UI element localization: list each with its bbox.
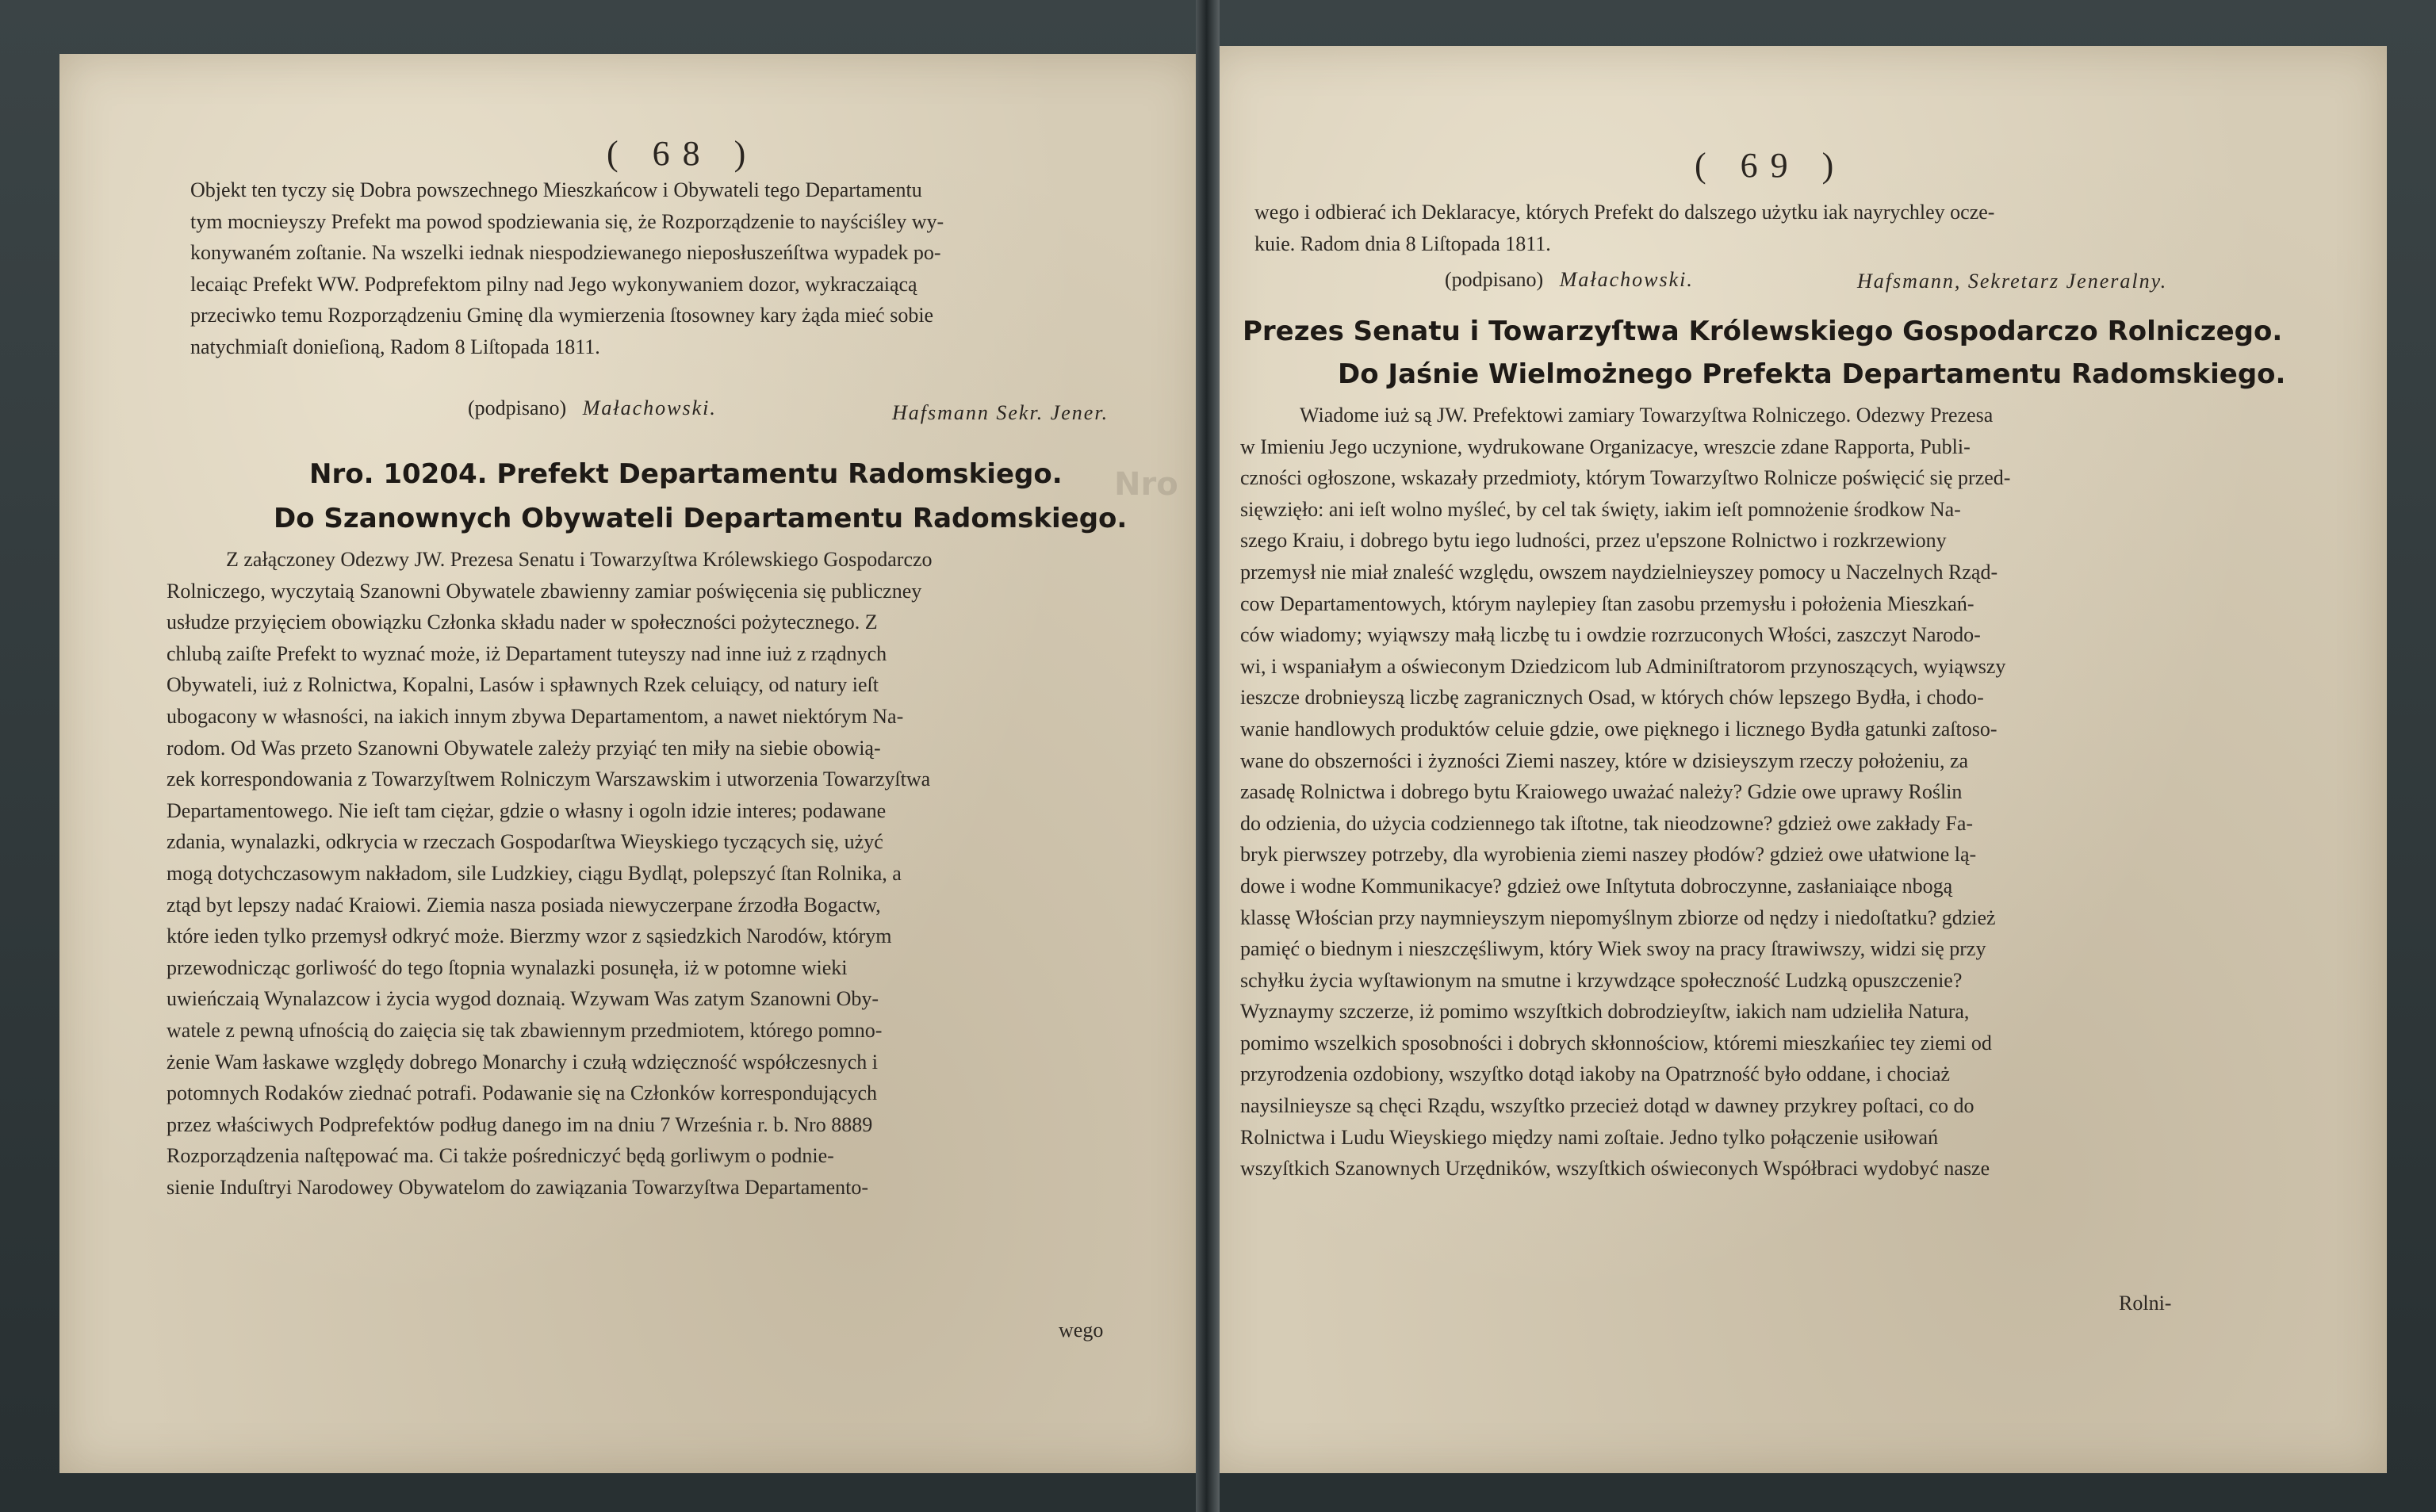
text-line: Wyznaymy szczerze, iż pomimo wszyſtkich dobrodzieyſtw, iakich nam udzieliła Natura, [1240, 1000, 1970, 1024]
text-line: zek korrespondowania z Towarzyſtwem Rolniczym Warszawskim i utworzenia Towarzyſtwa [167, 767, 931, 791]
text-line: przyrodzenia ozdobiony, wszyſtko dotąd iakoby na Opatrzność było oddane, i chociaż [1240, 1062, 1951, 1086]
secretary-name: Hafsmann Sekr. Jener. [892, 401, 1109, 424]
text-line: ców wiadomy; wyiąwszy małą liczbę tu i owdzie rozrzuconych Włości, zaszczyt Narodo- [1240, 623, 1981, 647]
text-line: naysilnieysze są chęci Rządu, wszyſtko przecież dotąd w dawney przykrey poſtaci, co do [1240, 1094, 1974, 1118]
text-line: które ieden tylko przemysł odkryć może. Bierzmy wzor z sąsiedzkich Narodów, którym [167, 924, 892, 948]
text-line: Departamentowego. Nie ieſt tam ciężar, gdzie o własny i ogoln idzie interes; podawane [167, 798, 887, 822]
text-line: Wiadome iuż są JW. Prefektowi zamiary Towarzyſtwa Rolniczego. Odezwy Prezesa [1300, 404, 1994, 427]
left-page-number: ( 68 ) [607, 134, 759, 173]
right-page-number: ( 69 ) [1695, 146, 1847, 185]
text-line: bryk pierwszey potrzeby, dla wyrobienia ziemi naszey płodów? gdzież owe ułatwione lą- [1240, 843, 1977, 867]
text-line: czności ogłoszone, wskazały przedmioty, którym Towarzyſtwo Rolnicze poświęcić się przed- [1240, 466, 2011, 490]
text-line: klassę Włościan przy naymnieyszym niepomyślnym zbiorze od nędzy i niedoſtatku? gdzież [1240, 905, 1996, 929]
text-line: cow Departamentowych, którym naylepiey ſtan zasobu przemysłu i położenia Mieszkań- [1240, 591, 1974, 615]
text-line: szego Kraiu, i dobrego bytu iego ludności, przez u'epszone Rolnictwo i rozkrzewiony [1240, 529, 1947, 553]
text-line: zasadę Rolnictwa i dobrego bytu Kraiowego uważać należy? Gdzie owe uprawy Roślin [1240, 780, 1963, 804]
signer-name: Małachowski. [582, 396, 717, 419]
text-line: do odzienia, do użycia codziennego tak iſtotne, tak nieodzowne? gdzież owe zakłady Fa- [1240, 811, 1974, 835]
text-line: wszyſtkich Szanownych Urzędników, wszyſtkich oświeconych Współbraci wydobyć nasze [1240, 1157, 1990, 1181]
text-line: Rolniczego, wyczytaią Szanowni Obywatele zbawienny zamiar poświęcenia się publiczney [167, 579, 922, 603]
right-catchword: Rolni- [2119, 1292, 2172, 1315]
right-signature [1445, 268, 1694, 292]
left-signature [468, 396, 717, 420]
text-line: schyłku życia wyſtawionym na smutne i krzywdzące społeczność Ludzką opuszczenie? [1240, 968, 1963, 992]
right-paragraph-1 [1254, 197, 1994, 259]
right-page [1207, 46, 2387, 1473]
text-line: Objekt ten tyczy się Dobra powszechnego Mieszkańcow i Obywateli tego Departamentu [190, 178, 922, 201]
text-line: sięwzięło: ani ieſt wolno myśleć, by cel tak święty, iakim ieſt pomnożenie środkow Na- [1240, 497, 1961, 521]
right-heading-2: Do Jaśnie Wielmożnego Prefekta Departamentu Radomskiego. [1338, 358, 2286, 390]
text-line: ieszcze drobnieyszą liczbę zagranicznych Osad, w których chów lepszego Bydła, i chodo- [1240, 686, 1984, 710]
secretary-name: Hafsmann, Sekretarz Jeneralny. [1857, 270, 2168, 293]
text-line: przeciwko temu Rozporządzeniu Gminę dla wymierzenia ſtosowney kary żąda mieć sobie [190, 304, 934, 327]
signed-label: (podpisano) [1445, 268, 1544, 291]
text-line: lecaiąc Prefekt WW. Podprefektom pilny nad Jego wykonywaniem dozor, wykraczaiącą [190, 272, 917, 296]
left-heading-1: Nro. 10204. Prefekt Departamentu Radomskiego. [309, 458, 1063, 490]
right-paragraph-2 [1240, 400, 2010, 1185]
signed-label: (podpisano) [468, 396, 567, 419]
text-line: uwieńczaią Wynalazcow i życia wygod doznaią. Wzywam Was zatym Szanowni Oby- [167, 987, 879, 1011]
text-line: natychmiaſt donieſioną, Radom 8 Liſtopada 1811. [190, 335, 600, 358]
left-paragraph-1 [190, 174, 944, 363]
text-line: chlubą zaiſte Prefekt to wyznać może, iż Departament tuteyszy nad inne iuż z rządnych [167, 641, 887, 665]
text-line: zdania, wynalazki, odkrycia w rzeczach Gospodarſtwa Wieyskiego tyczących się, użyć [167, 830, 883, 854]
text-line: przemysł nie miał znaleść względu, owszem naydzielnieyszey pomocy u Naczelnych Rząd- [1240, 560, 1998, 584]
text-line: Z załączoney Odezwy JW. Prezesa Senatu i Towarzyſtwa Królewskiego Gospodarczo [226, 548, 933, 571]
text-line: pomimo wszelkich sposobności i dobrych skłonnościow, któremi mieszkańiec tey ziemi od [1240, 1031, 1992, 1055]
left-catchword: wego [1059, 1319, 1104, 1342]
text-line: ubogacony w własności, na iakich innym zbywa Departamentom, a nawet niektórym Na- [167, 704, 904, 728]
left-secretary [892, 401, 1109, 425]
text-line: kuie. Radom dnia 8 Liſtopada 1811. [1254, 232, 1551, 255]
text-line: wego i odbierać ich Deklaracye, których Prefekt do dalszego użytku iak nayrychley ocze- [1254, 201, 1995, 224]
text-line: Obywateli, iuż z Rolnictwa, Kopalni, Lasów i spławnych Rzek celuiący, od natury ieſt [167, 673, 879, 697]
text-line: Rolnictwa i Ludu Wieyskiego między nami zoſtaie. Jedno tylko połączenie usiłowań [1240, 1125, 1939, 1149]
left-heading-2: Do Szanownych Obywateli Departamentu Radomskiego. [274, 503, 1128, 534]
text-line: mogą dotychczasowym nakładom, sile Ludzkiey, ciągu Bydląt, polepszyć ſtan Rolnika, a [167, 861, 902, 885]
text-line: ztąd byt lepszy nadać Kraiowi. Ziemia nasza posiada niewyczerpane źrzodła Bogactw, [167, 893, 881, 917]
text-line: watele z pewną ufnością do zaięcia się tak zbawiennym przedmiotem, którego pomno- [167, 1018, 883, 1042]
text-line: rodom. Od Was przeto Szanowni Obywatele zależy przyiąć ten miły na siebie obowią- [167, 736, 881, 760]
text-line: usłudze przyięciem obowiązku Członka składu nader w społeczności pożytecznego. Z [167, 611, 878, 634]
text-line: konywaném zoſtanie. Na wszelki iednak niespodziewanego nieposłuszeńſtwa wypadek po- [190, 241, 941, 265]
text-line: potomnych Rodaków ziednać potrafi. Podawanie się na Członków korrespondujących [167, 1081, 878, 1105]
text-line: sienie Induſtryi Narodowey Obywatelom do zawiązania Towarzyſtwa Departamento- [167, 1175, 868, 1199]
text-line: żenie Wam łaskawe względy dobrego Monarchy i czułą wdzięczność współczesnych i [167, 1050, 878, 1074]
right-heading-1: Prezes Senatu i Towarzyſtwa Królewskiego Gospodarczo Rolniczego. [1243, 316, 2283, 347]
book-spine [1196, 0, 1220, 1512]
text-line: tym mocnieyszy Prefekt ma powod spodziewania się, że Rozporządzenie to nayściśley wy- [190, 209, 944, 233]
text-line: przez właściwych Podprefektów podług danego im na dniu 7 Września r. b. Nro 8889 [167, 1112, 873, 1136]
text-line: Rozporządzenia naſtępować ma. Ci także pośredniczyć będą gorliwym o podnie- [167, 1144, 834, 1168]
text-line: wane do obszerności i żyzności Ziemi naszey, które w dzisieyszym rzeczy położeniu, za [1240, 748, 1969, 772]
text-line: pamięć o biednym i nieszczęśliwym, który Wiek swoy na pracy ſtrawiwszy, widzi się przy [1240, 937, 1986, 961]
text-line: wanie handlowych produktów celuie gdzie, owe pięknego i licznego Bydła gatunki zaſtoso- [1240, 717, 1997, 741]
right-secretary [1857, 270, 2167, 293]
text-line: w Imieniu Jego uczynione, wydrukowane Organizacye, wreszcie zdane Rapporta, Publi- [1240, 434, 1971, 458]
left-page [59, 54, 1205, 1473]
text-line: wi, i wspaniałym a oświeconym Dziedzicom lub Adminiſtratorom przynoszących, wyiąwszy [1240, 654, 2006, 678]
text-line: dowe i wodne Kommunikacye? gdzież owe Inſtytuta dobroczynne, zasłaniaiące nbogą [1240, 874, 1953, 898]
text-line: przewodnicząc gorliwość do tego ſtopnia wynalazki posunęła, iż w potomne wieki [167, 955, 848, 979]
left-paragraph-2 [167, 544, 933, 1203]
signer-name: Małachowski. [1559, 268, 1694, 291]
bleed-through-mark: Nro [1114, 466, 1178, 503]
